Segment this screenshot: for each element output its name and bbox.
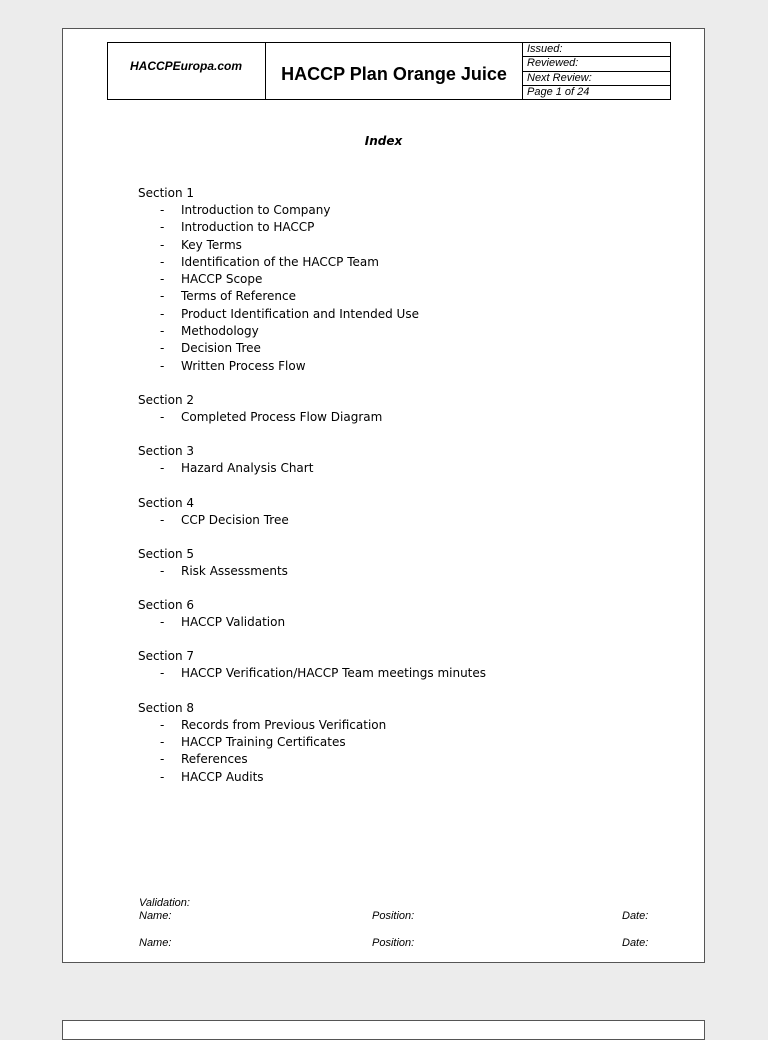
section-item: [138, 288, 678, 305]
index-title: Index: [364, 134, 403, 148]
dash-bullet: -: [160, 220, 165, 235]
section-title: Section 2: [138, 392, 195, 407]
position-label-2: Position:: [372, 937, 415, 949]
section-item: [138, 254, 678, 271]
dash-bullet: -: [160, 272, 165, 287]
dash-bullet: -: [160, 306, 165, 321]
section-item-label: HACCP Validation: [181, 615, 286, 630]
section-title: Section 8: [138, 700, 195, 715]
section-item: [138, 734, 678, 751]
next-review-label: Next Review:: [523, 72, 670, 86]
dash-bullet: -: [160, 409, 165, 424]
section-item: [138, 460, 678, 477]
dash-bullet: -: [160, 341, 165, 356]
reviewed-label: Reviewed:: [523, 57, 670, 71]
date-label-1: Date:: [622, 910, 649, 922]
section-title: Section 5: [138, 546, 195, 561]
validation-label: Validation:: [139, 897, 190, 909]
dash-bullet: -: [160, 735, 165, 750]
position-label-1: Position:: [372, 910, 415, 922]
date-label-2: Date:: [622, 937, 649, 949]
dash-bullet: -: [160, 717, 165, 732]
section-item: [138, 563, 678, 580]
section-item: [138, 751, 678, 768]
header-table: [107, 42, 671, 100]
section-item: [138, 769, 678, 786]
dash-bullet: -: [160, 358, 165, 373]
section-item: [138, 271, 678, 288]
section-item-label: References: [181, 752, 248, 767]
section-item: [138, 219, 678, 236]
dash-bullet: -: [160, 254, 165, 269]
section-item: [138, 202, 678, 219]
dash-bullet: -: [160, 563, 165, 578]
issued-label: Issued:: [523, 43, 670, 57]
section-title: Section 3: [138, 444, 195, 459]
section-item: [138, 717, 678, 734]
section-item: [138, 237, 678, 254]
section-item: [138, 409, 678, 426]
section-title: Section 1: [138, 186, 195, 200]
site-name: HACCPEuropa.com: [108, 43, 266, 99]
section-item-label: HACCP Scope: [181, 272, 263, 287]
section-item: [138, 614, 678, 631]
section-item-label: Methodology: [181, 324, 259, 339]
section-item-label: Introduction to Company: [181, 203, 331, 217]
dash-bullet: -: [160, 769, 165, 784]
section-item: [138, 512, 678, 529]
header-meta: [523, 43, 670, 99]
dash-bullet: -: [160, 324, 165, 339]
section-title: Section 4: [138, 495, 195, 510]
section-item: [138, 358, 678, 375]
section-item-label: Identification of the HACCP Team: [181, 254, 379, 269]
next-page-edge: [62, 1020, 705, 1040]
dash-bullet: -: [160, 289, 165, 304]
dash-bullet: -: [160, 461, 165, 476]
dash-bullet: -: [160, 752, 165, 767]
section-item-label: CCP Decision Tree: [181, 512, 289, 527]
section-item: [138, 306, 678, 323]
dash-bullet: -: [160, 615, 165, 630]
section-title: Section 6: [138, 598, 195, 613]
dash-bullet: -: [160, 512, 165, 527]
table-of-contents: [138, 185, 678, 786]
section-item: [138, 665, 678, 682]
section-item-label: HACCP Training Certificates: [181, 735, 346, 750]
dash-bullet: -: [160, 203, 165, 217]
section-item-label: Terms of Reference: [181, 289, 296, 304]
document-title: HACCP Plan Orange Juice: [266, 43, 523, 99]
section-item-label: Hazard Analysis Chart: [181, 461, 314, 476]
document-page: [62, 28, 705, 963]
validation-footer: [139, 897, 654, 950]
name-label-1: Name:: [139, 910, 172, 922]
section-item-label: HACCP Verification/HACCP Team meetings minutes: [181, 666, 487, 681]
section-item-label: Completed Process Flow Diagram: [181, 409, 383, 424]
section-item: [138, 340, 678, 357]
dash-bullet: -: [160, 237, 165, 252]
section-item-label: Decision Tree: [181, 341, 261, 356]
section-item-label: Introduction to HACCP: [181, 220, 315, 235]
section-item-label: Product Identification and Intended Use: [181, 306, 419, 321]
section-item-label: Records from Previous Verification: [181, 717, 387, 732]
section-title: Section 7: [138, 649, 195, 664]
section-item: [138, 323, 678, 340]
page-number: Page 1 of 24: [527, 85, 590, 98]
section-item-label: Key Terms: [181, 237, 242, 252]
section-item-label: Risk Assessments: [181, 563, 288, 578]
name-label-2: Name:: [139, 937, 172, 949]
section-item-label: Written Process Flow: [181, 358, 306, 373]
dash-bullet: -: [160, 666, 165, 681]
section-item-label: HACCP Audits: [181, 769, 264, 784]
